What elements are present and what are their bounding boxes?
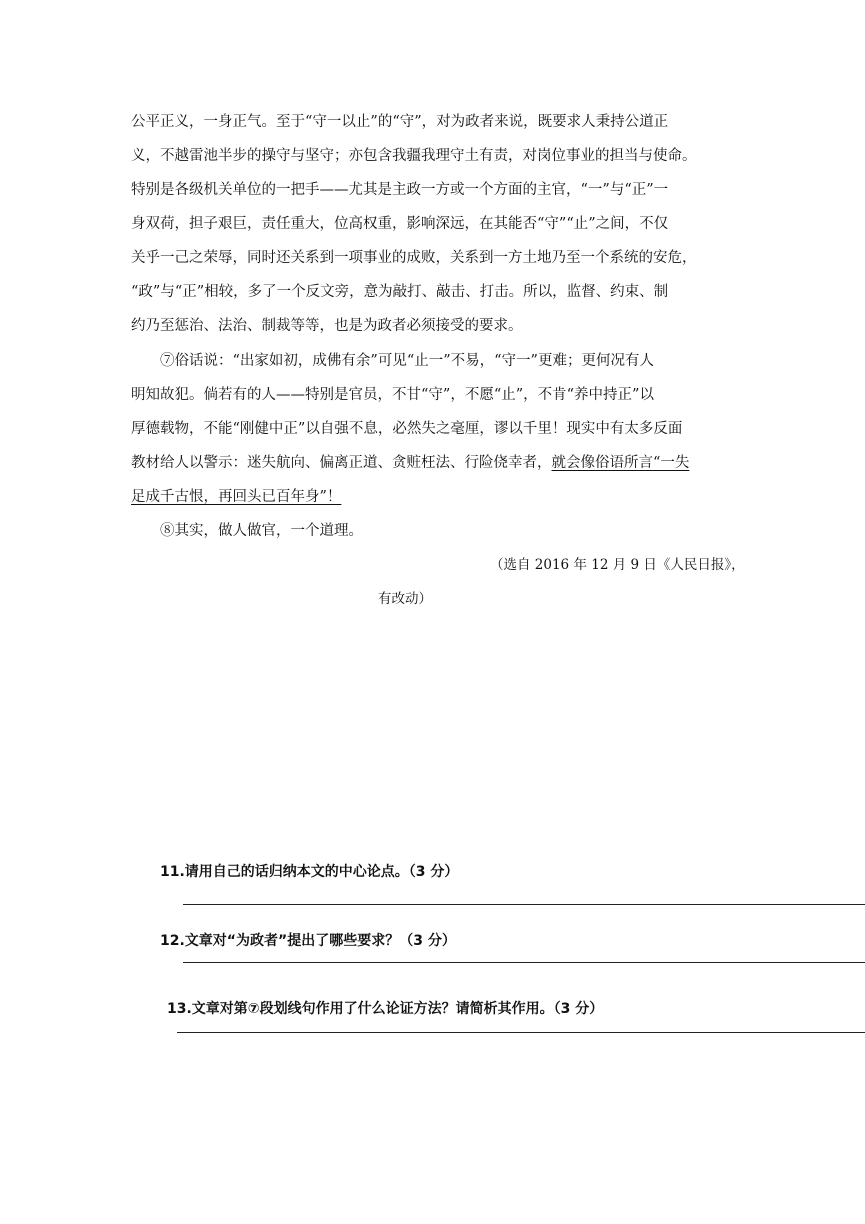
paragraph-line — [131, 487, 341, 507]
answer-line[interactable] — [177, 1032, 865, 1033]
underlined-sentence: 就会像俗语所言“一失 — [551, 455, 690, 471]
source-citation: （选自 2016 年 12 月 9 日《人民日报》， — [490, 557, 745, 573]
paragraph-line: 义，不越雷池半步的操守与坚守；亦包含我疆我理守土有责，对岗位事业的担当与使命。 — [131, 148, 697, 164]
paragraph-line — [131, 453, 689, 473]
paragraph-line: 明知故犯。倘若有的人——特别是官员，不甘“守”，不愿“止”，不肯“养中持正”以 — [131, 387, 654, 403]
question-12: 12.文章对“为政者”提出了哪些要求？（3 分） — [160, 933, 456, 949]
paragraph-line: 约乃至惩治、法治、制裁等等，也是为政者必须接受的要求。 — [131, 318, 523, 334]
source-citation-cont: 有改动） — [378, 591, 432, 607]
paragraph-line: 身双荷，担子艰巨，责任重大，位高权重，影响深远，在其能否“守”“止”之间，不仅 — [131, 216, 669, 232]
paragraph-line: 公平正义，一身正气。至于“守一以止”的“守”，对为政者来说，既要求人秉持公道正 — [131, 114, 669, 130]
answer-line[interactable] — [183, 962, 865, 963]
answer-line[interactable] — [183, 904, 865, 905]
paragraph-line: ⑧其实，做人做官，一个道理。 — [160, 523, 363, 539]
underlined-sentence: 足成千古恨，再回头已百年身”！ — [131, 489, 342, 505]
paragraph-line: “政”与“正”相较，多了一个反文旁，意为敲打、敲击、打击。所以，监督、约束、制 — [131, 284, 669, 300]
paragraph-line: ⑦俗话说：“出家如初，成佛有余”可见“止一”不易，“守一”更难；更何况有人 — [160, 353, 654, 369]
paragraph-line: 关乎一己之荣辱，同时还关系到一项事业的成败，关系到一方土地乃至一个系统的安危， — [131, 250, 697, 266]
question-11: 11.请用自己的话归纳本文的中心论点。（3 分） — [160, 864, 459, 880]
plain-text: 教材给人以警示：迷失航向、偏离正道、贪赃枉法、行险侥幸者， — [131, 455, 552, 471]
paragraph-line: 厚德载物，不能“刚健中正”以自强不息，必然失之毫厘，谬以千里！现实中有太多反面 — [131, 421, 683, 437]
question-13: 13.文章对第⑦段划线句作用了什么论证方法？请简析其作用。（3 分） — [167, 1001, 604, 1017]
paragraph-line: 特别是各级机关单位的一把手——尤其是主政一方或一个方面的主官，“一”与“正”一 — [131, 182, 669, 198]
